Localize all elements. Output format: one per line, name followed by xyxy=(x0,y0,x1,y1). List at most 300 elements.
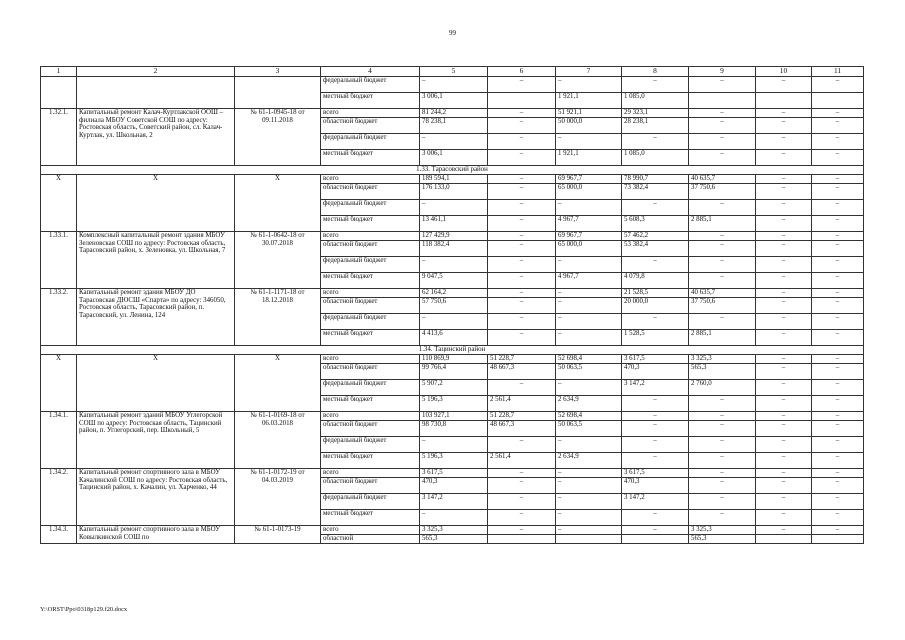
funding-source-cell: областной бюджет xyxy=(321,183,420,199)
funding-source-cell: федеральный бюджет xyxy=(321,76,420,92)
amount-cell: 3 325,3 xyxy=(689,354,756,363)
amount-cell: – xyxy=(420,510,488,526)
funding-source-cell: всего xyxy=(321,109,420,118)
table-row xyxy=(41,412,864,421)
document-number-cell: № 61-1-0642-18 от 30.07.2018 xyxy=(235,232,321,289)
amount-cell: – xyxy=(622,133,689,149)
amount-cell: – xyxy=(756,363,812,379)
amount-cell: – xyxy=(689,469,756,478)
row-id-cell: 1.34.3. xyxy=(41,526,77,543)
amount-cell: – xyxy=(689,232,756,241)
amount-cell: – xyxy=(812,363,864,379)
amount-cell: – xyxy=(756,469,812,478)
amount-cell: 2 634,9 xyxy=(556,453,622,469)
funding-source-cell: областной xyxy=(321,535,420,544)
funding-source-cell: областной бюджет xyxy=(321,240,420,256)
amount-cell xyxy=(812,535,864,544)
amount-cell: 37 750,6 xyxy=(689,297,756,313)
amount-cell: – xyxy=(756,240,812,256)
amount-cell: 62 164,2 xyxy=(420,289,488,298)
amount-cell: – xyxy=(812,330,864,346)
amount-cell: – xyxy=(756,412,812,421)
amount-cell: – xyxy=(488,477,556,493)
amount-cell: – xyxy=(556,436,622,452)
amount-cell: 565,3 xyxy=(420,535,488,544)
amount-cell: 69 967,7 xyxy=(556,232,622,241)
amount-cell: 2 634,9 xyxy=(556,395,622,411)
amount-cell: – xyxy=(488,379,556,395)
amount-cell: – xyxy=(556,477,622,493)
funding-source-cell: местный бюджет xyxy=(321,215,420,231)
amount-cell: 3 325,3 xyxy=(420,526,488,535)
amount-cell: 98 730,8 xyxy=(420,420,488,436)
amount-cell: – xyxy=(488,76,556,92)
amount-cell: – xyxy=(488,494,556,510)
document-number-cell: № 61-1-0945-18 от 09.11.2018 xyxy=(235,109,321,166)
amount-cell: – xyxy=(812,510,864,526)
amount-cell xyxy=(488,92,556,108)
object-name-cell xyxy=(77,76,235,108)
funding-source-cell: всего xyxy=(321,412,420,421)
amount-cell: – xyxy=(756,330,812,346)
object-name-cell: Капитальный ремонт спортивного зала в МБОУ Качалинской СОШ по адресу: Ростовская область, Тацинский район, х. Качалин, ул. Харченко, 44 xyxy=(77,469,235,526)
amount-cell: 189 594,1 xyxy=(420,174,488,183)
funding-source-cell: всего xyxy=(321,526,420,535)
header-row xyxy=(41,67,864,77)
file-path-footer: Y:\ORST\Ppo\0318p129.f20.docx xyxy=(40,606,128,613)
amount-cell: 1 921,1 xyxy=(556,92,622,108)
amount-cell: – xyxy=(689,240,756,256)
object-name-cell: Капитальный ремонт Калач-Куртлакской ООШ – филиала МБОУ Советской СОШ по адресу: Ростовская область, Советский район, сл. Калач-Куртлак, ул. Школьная, 2 xyxy=(77,109,235,166)
row-id-cell: 1.33.2. xyxy=(41,289,77,346)
amount-cell: – xyxy=(756,510,812,526)
amount-cell: – xyxy=(556,330,622,346)
amount-cell: 2 561,4 xyxy=(488,395,556,411)
amount-cell: – xyxy=(812,297,864,313)
table-row xyxy=(41,354,864,363)
amount-cell: – xyxy=(812,117,864,133)
amount-cell: 50 000,0 xyxy=(556,117,622,133)
funding-source-cell: областной бюджет xyxy=(321,297,420,313)
amount-cell: 1 528,5 xyxy=(622,330,689,346)
amount-cell xyxy=(756,535,812,544)
amount-cell: 69 967,7 xyxy=(556,174,622,183)
amount-cell: 3 325,3 xyxy=(689,526,756,535)
amount-cell: – xyxy=(812,183,864,199)
funding-source-cell: местный бюджет xyxy=(321,330,420,346)
amount-cell: – xyxy=(812,150,864,166)
amount-cell: – xyxy=(812,477,864,493)
amount-cell: 4 079,8 xyxy=(622,273,689,289)
amount-cell xyxy=(689,92,756,108)
funding-source-cell: федеральный бюджет xyxy=(321,436,420,452)
amount-cell: – xyxy=(488,256,556,272)
amount-cell: – xyxy=(756,436,812,452)
amount-cell: – xyxy=(488,133,556,149)
amount-cell: – xyxy=(812,232,864,241)
amount-cell: – xyxy=(556,526,622,535)
amount-cell: 118 382,4 xyxy=(420,240,488,256)
amount-cell: – xyxy=(689,420,756,436)
amount-cell: 51 228,7 xyxy=(488,354,556,363)
amount-cell: 2 561,4 xyxy=(488,453,556,469)
amount-cell: 52 698,4 xyxy=(556,354,622,363)
amount-cell: – xyxy=(689,273,756,289)
amount-cell: – xyxy=(556,314,622,330)
column-number-cell: 3 xyxy=(235,67,321,77)
amount-cell: – xyxy=(488,109,556,118)
amount-cell: 37 750,6 xyxy=(689,183,756,199)
amount-cell: 103 927,1 xyxy=(420,412,488,421)
row-id-cell: 1.34.2. xyxy=(41,469,77,526)
column-number-cell: 9 xyxy=(689,67,756,77)
amount-cell: – xyxy=(812,379,864,395)
funding-source-cell: всего xyxy=(321,232,420,241)
amount-cell: – xyxy=(756,256,812,272)
amount-cell: – xyxy=(689,199,756,215)
amount-cell: – xyxy=(420,133,488,149)
amount-cell: – xyxy=(689,150,756,166)
amount-cell xyxy=(756,92,812,108)
amount-cell: – xyxy=(689,117,756,133)
row-id-cell: 1.34.1. xyxy=(41,412,77,469)
funding-source-cell: федеральный бюджет xyxy=(321,314,420,330)
column-number-cell: 2 xyxy=(77,67,235,77)
page-number: 99 xyxy=(449,29,456,37)
amount-cell: – xyxy=(488,174,556,183)
amount-cell: 3 147,2 xyxy=(420,494,488,510)
amount-cell: 9 047,5 xyxy=(420,273,488,289)
object-name-cell: Х xyxy=(77,354,235,411)
amount-cell: – xyxy=(488,240,556,256)
amount-cell: 3 006,1 xyxy=(420,150,488,166)
amount-cell: 52 698,4 xyxy=(556,412,622,421)
amount-cell: 20 000,0 xyxy=(622,297,689,313)
amount-cell: 2 760,0 xyxy=(689,379,756,395)
amount-cell: – xyxy=(812,526,864,535)
funding-source-cell: областной бюджет xyxy=(321,117,420,133)
amount-cell: – xyxy=(488,117,556,133)
amount-cell: 5 907,2 xyxy=(420,379,488,395)
amount-cell: 3 617,5 xyxy=(622,354,689,363)
object-name-cell: Капитальный ремонт зданий МБОУ Углегорской СОШ по адресу: Ростовская область, Тацинский район, п. Углегорский, пер. Школьный, 5 xyxy=(77,412,235,469)
row-id-cell: 1.32.1. xyxy=(41,109,77,166)
amount-cell: – xyxy=(812,273,864,289)
amount-cell: 4 413,6 xyxy=(420,330,488,346)
section-row xyxy=(41,166,864,175)
section-title: 1.33. Тарасовский район xyxy=(41,166,864,175)
amount-cell: – xyxy=(689,510,756,526)
amount-cell: – xyxy=(689,436,756,452)
amount-cell: – xyxy=(756,453,812,469)
amount-cell: – xyxy=(812,174,864,183)
amount-cell: 2 885,1 xyxy=(689,215,756,231)
amount-cell: 3 617,5 xyxy=(420,469,488,478)
amount-cell: – xyxy=(756,354,812,363)
amount-cell: 470,3 xyxy=(622,363,689,379)
amount-cell: 51 921,1 xyxy=(556,109,622,118)
document-number-cell: № 61-1-0173-19 xyxy=(235,526,321,543)
funding-source-cell: федеральный бюджет xyxy=(321,256,420,272)
funding-source-cell: федеральный бюджет xyxy=(321,199,420,215)
amount-cell: – xyxy=(689,494,756,510)
amount-cell: – xyxy=(556,199,622,215)
amount-cell: 470,3 xyxy=(622,477,689,493)
amount-cell: 28 238,1 xyxy=(622,117,689,133)
amount-cell: – xyxy=(812,314,864,330)
amount-cell: – xyxy=(812,395,864,411)
section-row xyxy=(41,346,864,355)
amount-cell: 565,3 xyxy=(689,535,756,544)
amount-cell: – xyxy=(689,133,756,149)
column-number-cell: 11 xyxy=(812,67,864,77)
amount-cell: 1 085,0 xyxy=(622,150,689,166)
table-row xyxy=(41,76,864,92)
amount-cell: – xyxy=(488,273,556,289)
amount-cell: – xyxy=(556,256,622,272)
row-id-cell: Х xyxy=(41,354,77,411)
object-name-cell: Комплексный капитальный ремонт здания МБОУ Зеленовская СОШ по адресу: Ростовская область, Тарасовский район, х. Зеленовка, ул. Школьная, 7 xyxy=(77,232,235,289)
amount-cell: 13 461,1 xyxy=(420,215,488,231)
amount-cell: – xyxy=(756,133,812,149)
column-number-cell: 5 xyxy=(420,67,488,77)
table-row xyxy=(41,109,864,118)
amount-cell: – xyxy=(556,379,622,395)
amount-cell: – xyxy=(812,215,864,231)
funding-source-cell: всего xyxy=(321,469,420,478)
amount-cell: 1 921,1 xyxy=(556,150,622,166)
amount-cell: 1 085,0 xyxy=(622,92,689,108)
amount-cell: – xyxy=(556,297,622,313)
amount-cell: – xyxy=(622,526,689,535)
amount-cell: – xyxy=(756,183,812,199)
amount-cell: – xyxy=(812,289,864,298)
amount-cell: – xyxy=(488,289,556,298)
document-number-cell: № 61-1-0169-18 от 06.03.2018 xyxy=(235,412,321,469)
funding-source-cell: областной бюджет xyxy=(321,477,420,493)
amount-cell: 3 147,2 xyxy=(622,379,689,395)
amount-cell: – xyxy=(812,469,864,478)
column-number-cell: 4 xyxy=(321,67,420,77)
row-id-cell: Х xyxy=(41,174,77,231)
amount-cell: 73 382,4 xyxy=(622,183,689,199)
amount-cell: – xyxy=(756,289,812,298)
table-row xyxy=(41,289,864,298)
amount-cell: – xyxy=(689,314,756,330)
amount-cell: – xyxy=(622,199,689,215)
amount-cell: – xyxy=(756,420,812,436)
amount-cell: 40 635,7 xyxy=(689,174,756,183)
amount-cell xyxy=(488,535,556,544)
funding-source-cell: федеральный бюджет xyxy=(321,494,420,510)
table-row xyxy=(41,469,864,478)
amount-cell: 65 000,0 xyxy=(556,183,622,199)
object-name-cell: Капитальный ремонт здания МБОУ ДО Тарасовская ДЮСШ «Спарта» по адресу: 346050, Ростовская область, Тарасовский район, п. Тарасовский, ул. Ленина, 124 xyxy=(77,289,235,346)
amount-cell: 21 528,5 xyxy=(622,289,689,298)
amount-cell: – xyxy=(488,436,556,452)
amount-cell: 3 617,5 xyxy=(622,469,689,478)
amount-cell: 3 006,1 xyxy=(420,92,488,108)
amount-cell: – xyxy=(812,76,864,92)
amount-cell: – xyxy=(622,510,689,526)
amount-cell: – xyxy=(622,256,689,272)
amount-cell: – xyxy=(622,436,689,452)
amount-cell: 48 667,3 xyxy=(488,363,556,379)
funding-source-cell: местный бюджет xyxy=(321,510,420,526)
amount-cell: – xyxy=(420,199,488,215)
funding-source-cell: федеральный бюджет xyxy=(321,133,420,149)
column-number-cell: 6 xyxy=(488,67,556,77)
amount-cell: 40 635,7 xyxy=(689,289,756,298)
amount-cell: – xyxy=(488,526,556,535)
table-row xyxy=(41,526,864,535)
amount-cell: – xyxy=(812,453,864,469)
amount-cell: – xyxy=(488,150,556,166)
column-number-cell: 7 xyxy=(556,67,622,77)
document-number-cell: № 61-1-1171-18 от 18.12.2018 xyxy=(235,289,321,346)
amount-cell: – xyxy=(756,174,812,183)
document-number-cell: Х xyxy=(235,354,321,411)
amount-cell: 78 238,1 xyxy=(420,117,488,133)
amount-cell: – xyxy=(756,109,812,118)
column-number-cell: 8 xyxy=(622,67,689,77)
amount-cell: 50 063,5 xyxy=(556,420,622,436)
amount-cell: – xyxy=(812,420,864,436)
document-number-cell xyxy=(235,76,321,108)
funding-source-cell: областной бюджет xyxy=(321,363,420,379)
column-number-cell: 1 xyxy=(41,67,77,77)
amount-cell: 2 885,1 xyxy=(689,330,756,346)
amount-cell: – xyxy=(622,453,689,469)
document-number-cell: № 61-1-0172-19 от 04.03.2019 xyxy=(235,469,321,526)
funding-source-cell: местный бюджет xyxy=(321,395,420,411)
amount-cell: 3 147,2 xyxy=(622,494,689,510)
amount-cell: – xyxy=(756,395,812,411)
amount-cell: 565,3 xyxy=(689,363,756,379)
amount-cell: – xyxy=(756,232,812,241)
amount-cell: 5 196,3 xyxy=(420,395,488,411)
funding-source-cell: областной бюджет xyxy=(321,420,420,436)
row-id-cell xyxy=(41,76,77,108)
object-name-cell: Капитальный ремонт спортивного зала в МБОУ Ковылкинской СОШ по xyxy=(77,526,235,543)
amount-cell: – xyxy=(556,289,622,298)
amount-cell: – xyxy=(812,412,864,421)
amount-cell: – xyxy=(556,76,622,92)
amount-cell: 81 244,2 xyxy=(420,109,488,118)
amount-cell: 470,3 xyxy=(420,477,488,493)
table-row xyxy=(41,174,864,183)
amount-cell: – xyxy=(488,469,556,478)
amount-cell: 48 667,3 xyxy=(488,420,556,436)
document-number-cell: Х xyxy=(235,174,321,231)
amount-cell: – xyxy=(756,379,812,395)
amount-cell: – xyxy=(556,494,622,510)
amount-cell: – xyxy=(756,526,812,535)
object-name-cell: Х xyxy=(77,174,235,231)
amount-cell: – xyxy=(488,183,556,199)
amount-cell: 110 869,9 xyxy=(420,354,488,363)
budget-table xyxy=(40,66,864,544)
amount-cell: – xyxy=(622,420,689,436)
amount-cell: – xyxy=(488,232,556,241)
amount-cell: – xyxy=(689,109,756,118)
amount-cell: – xyxy=(756,150,812,166)
amount-cell: – xyxy=(756,117,812,133)
amount-cell: – xyxy=(488,199,556,215)
amount-cell: 50 063,5 xyxy=(556,363,622,379)
amount-cell: – xyxy=(812,436,864,452)
amount-cell: – xyxy=(812,494,864,510)
amount-cell: – xyxy=(488,215,556,231)
amount-cell: – xyxy=(812,354,864,363)
amount-cell: 99 766,4 xyxy=(420,363,488,379)
amount-cell: – xyxy=(812,133,864,149)
column-number-cell: 10 xyxy=(756,67,812,77)
amount-cell: – xyxy=(812,240,864,256)
amount-cell: – xyxy=(689,256,756,272)
amount-cell: – xyxy=(488,314,556,330)
amount-cell: – xyxy=(689,76,756,92)
amount-cell: – xyxy=(812,199,864,215)
amount-cell: – xyxy=(556,510,622,526)
amount-cell: – xyxy=(756,494,812,510)
section-title: 1.34. Тацинский район xyxy=(41,346,864,355)
amount-cell: 127 429,9 xyxy=(420,232,488,241)
amount-cell: – xyxy=(488,297,556,313)
row-id-cell: 1.33.1. xyxy=(41,232,77,289)
amount-cell: 57 462,2 xyxy=(622,232,689,241)
amount-cell: – xyxy=(812,109,864,118)
amount-cell: – xyxy=(420,256,488,272)
funding-source-cell: всего xyxy=(321,174,420,183)
amount-cell: – xyxy=(556,133,622,149)
amount-cell xyxy=(556,535,622,544)
amount-cell: – xyxy=(556,469,622,478)
amount-cell: 29 323,1 xyxy=(622,109,689,118)
amount-cell: – xyxy=(756,273,812,289)
amount-cell: – xyxy=(420,436,488,452)
amount-cell: 5 196,3 xyxy=(420,453,488,469)
amount-cell: 176 133,0 xyxy=(420,183,488,199)
table-row xyxy=(41,232,864,241)
funding-source-cell: местный бюджет xyxy=(321,150,420,166)
amount-cell: 57 750,6 xyxy=(420,297,488,313)
amount-cell: – xyxy=(756,215,812,231)
amount-cell: 4 967,7 xyxy=(556,273,622,289)
amount-cell: – xyxy=(622,314,689,330)
amount-cell: 51 228,7 xyxy=(488,412,556,421)
funding-source-cell: федеральный бюджет xyxy=(321,379,420,395)
amount-cell: 4 967,7 xyxy=(556,215,622,231)
amount-cell: – xyxy=(622,76,689,92)
amount-cell: – xyxy=(689,412,756,421)
amount-cell: – xyxy=(756,314,812,330)
amount-cell xyxy=(622,535,689,544)
funding-source-cell: всего xyxy=(321,354,420,363)
amount-cell: – xyxy=(689,477,756,493)
amount-cell: 5 608,3 xyxy=(622,215,689,231)
amount-cell: 53 382,4 xyxy=(622,240,689,256)
amount-cell xyxy=(812,92,864,108)
amount-cell: – xyxy=(756,297,812,313)
funding-source-cell: местный бюджет xyxy=(321,453,420,469)
amount-cell: – xyxy=(488,330,556,346)
amount-cell: – xyxy=(420,76,488,92)
funding-source-cell: местный бюджет xyxy=(321,92,420,108)
amount-cell: – xyxy=(689,395,756,411)
amount-cell: – xyxy=(488,510,556,526)
amount-cell: 65 000,0 xyxy=(556,240,622,256)
